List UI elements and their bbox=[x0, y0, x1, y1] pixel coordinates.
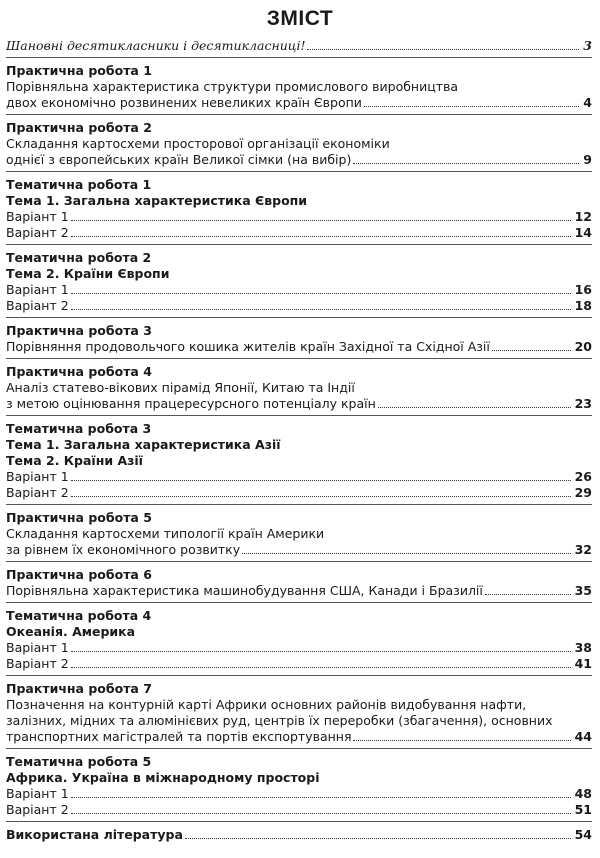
toc-description-line: Порівняльна характеристика структури промислового виробництва bbox=[6, 79, 459, 94]
toc-entry-title: Варіант 1 bbox=[6, 282, 69, 297]
dot-leader bbox=[71, 469, 571, 481]
toc-page-number: 35 bbox=[574, 583, 592, 598]
toc-page-number: 4 bbox=[583, 95, 592, 110]
toc-section bbox=[6, 510, 592, 562]
toc-page-number: 23 bbox=[574, 396, 592, 411]
toc-subheading: Тема 1. Загальна характеристика Азії bbox=[6, 437, 281, 452]
toc-entry-title: транспортних магістралей та портів експортування bbox=[6, 729, 352, 744]
toc-section-heading: Практична робота 1 bbox=[6, 63, 152, 78]
toc-page-number: 54 bbox=[574, 827, 592, 842]
toc-subheading: Тема 2. Країни Азії bbox=[6, 453, 143, 468]
toc-page-number: 3 bbox=[583, 38, 592, 53]
dot-leader bbox=[492, 339, 571, 351]
toc-entry-title: Порівняльна характеристика машинобудування США, Канади і Бразилії bbox=[6, 583, 483, 598]
dot-leader bbox=[71, 209, 571, 221]
toc-page-number: 48 bbox=[574, 786, 592, 801]
toc-section-heading: Практична робота 6 bbox=[6, 567, 152, 582]
toc-page-number: 38 bbox=[574, 640, 592, 655]
toc-section-heading: Практична робота 7 bbox=[6, 681, 152, 696]
toc-page-number: 16 bbox=[574, 282, 592, 297]
dot-leader bbox=[485, 583, 571, 595]
toc-entry-title: Варіант 2 bbox=[6, 656, 69, 671]
toc-description-line: залізних, мідних та алюмінієвих руд, центрів їх переробки (збагачення), основних bbox=[6, 713, 553, 728]
toc-page-number: 20 bbox=[574, 339, 592, 354]
toc-page-number: 29 bbox=[574, 485, 592, 500]
toc-section bbox=[6, 250, 592, 318]
toc-entry[interactable] bbox=[6, 95, 592, 111]
toc-entry-title: Варіант 2 bbox=[6, 225, 69, 240]
toc-entry[interactable] bbox=[6, 282, 592, 298]
toc-entry-title: Варіант 2 bbox=[6, 298, 69, 313]
toc-entry-title: з метою оцінювання працересурсного потенціалу країн bbox=[6, 396, 376, 411]
toc-entry[interactable] bbox=[6, 469, 592, 485]
dot-leader bbox=[71, 786, 571, 798]
dot-leader bbox=[378, 396, 571, 408]
toc-section-heading: Практична робота 2 bbox=[6, 120, 152, 135]
dot-leader bbox=[71, 282, 571, 294]
dot-leader bbox=[364, 95, 579, 107]
toc-section-heading: Тематична робота 3 bbox=[6, 421, 152, 436]
toc-entry[interactable] bbox=[6, 802, 592, 818]
toc-section-heading: Тематична робота 2 bbox=[6, 250, 152, 265]
toc-entry[interactable] bbox=[6, 542, 592, 558]
toc-entry-title: однієї з європейських країн Великої сімки (на вибір) bbox=[6, 152, 352, 167]
toc-section bbox=[6, 323, 592, 359]
toc-section bbox=[6, 177, 592, 245]
toc-section bbox=[6, 364, 592, 416]
toc-entry[interactable] bbox=[6, 225, 592, 241]
dot-leader bbox=[242, 542, 570, 554]
toc-entry[interactable] bbox=[6, 209, 592, 225]
toc-entry[interactable] bbox=[6, 583, 592, 599]
dot-leader bbox=[307, 38, 579, 50]
toc-page-number: 14 bbox=[574, 225, 592, 240]
toc-section bbox=[6, 681, 592, 749]
dot-leader bbox=[71, 802, 571, 814]
toc-section-heading: Тематична робота 5 bbox=[6, 754, 152, 769]
toc-section-heading: Практична робота 4 bbox=[6, 364, 152, 379]
dot-leader bbox=[71, 640, 571, 652]
toc-entry-title: Використана література bbox=[6, 827, 183, 842]
toc-entry-title: Варіант 1 bbox=[6, 786, 69, 801]
toc-entry-title: Варіант 1 bbox=[6, 469, 69, 484]
toc-entry-title: Варіант 1 bbox=[6, 640, 69, 655]
toc-page-number: 51 bbox=[574, 802, 592, 817]
toc-page-number: 44 bbox=[574, 729, 592, 744]
toc-entry-title: Варіант 1 bbox=[6, 209, 69, 224]
toc-entry-title: Порівняння продовольчого кошика жителів країн Західної та Східної Азії bbox=[6, 339, 490, 354]
toc-section-heading: Практична робота 3 bbox=[6, 323, 152, 338]
toc-section bbox=[6, 567, 592, 603]
toc-entry[interactable] bbox=[6, 485, 592, 501]
toc-description-line: Складання картосхеми типології країн Америки bbox=[6, 526, 325, 541]
toc-subheading: Тема 1. Загальна характеристика Європи bbox=[6, 193, 308, 208]
toc-section bbox=[6, 827, 592, 846]
toc-section-heading: Тематична робота 4 bbox=[6, 608, 152, 623]
toc-section bbox=[6, 608, 592, 676]
toc-entry[interactable] bbox=[6, 656, 592, 672]
toc-entry[interactable] bbox=[6, 729, 592, 745]
toc-page-number: 12 bbox=[574, 209, 592, 224]
toc-description-line: Позначення на контурній карті Африки основних районів видобування нафти, bbox=[6, 697, 527, 712]
dot-leader bbox=[71, 485, 571, 497]
toc-entry[interactable] bbox=[6, 786, 592, 802]
toc-entry[interactable] bbox=[6, 152, 592, 168]
toc-subheading: Тема 2. Країни Європи bbox=[6, 266, 170, 281]
dot-leader bbox=[353, 152, 579, 164]
toc-description-line: Аналіз статево-вікових пірамід Японії, Китаю та Індії bbox=[6, 380, 355, 395]
toc-entry-title: Шановні десятикласники і десятикласниці! bbox=[6, 38, 306, 53]
toc-page-number: 9 bbox=[583, 152, 592, 167]
toc-entry[interactable] bbox=[6, 38, 592, 54]
toc-section bbox=[6, 38, 592, 58]
toc-page-number: 26 bbox=[574, 469, 592, 484]
toc-section bbox=[6, 63, 592, 115]
toc-entry[interactable] bbox=[6, 396, 592, 412]
toc-entry-title: двох економічно розвинених невеликих країн Європи bbox=[6, 95, 362, 110]
dot-leader bbox=[71, 298, 571, 310]
toc-entry[interactable] bbox=[6, 827, 592, 843]
toc-description-line: Складання картосхеми просторової організації економіки bbox=[6, 136, 390, 151]
page-title: ЗМІСТ bbox=[266, 7, 334, 30]
toc-section bbox=[6, 120, 592, 172]
dot-leader bbox=[71, 656, 571, 668]
toc-entry-title: Варіант 2 bbox=[6, 802, 69, 817]
dot-leader bbox=[71, 225, 571, 237]
toc-entry-title: Варіант 2 bbox=[6, 485, 69, 500]
toc-page-number: 18 bbox=[574, 298, 592, 313]
dot-leader bbox=[353, 729, 570, 741]
toc-page-number: 32 bbox=[574, 542, 592, 557]
toc-subheading: Океанія. Америка bbox=[6, 624, 136, 639]
toc-section bbox=[6, 421, 592, 505]
toc-page-number: 41 bbox=[574, 656, 592, 671]
toc-section-heading: Тематична робота 1 bbox=[6, 177, 152, 192]
toc-subheading: Африка. Україна в міжнародному просторі bbox=[6, 770, 320, 785]
toc-section-heading: Практична робота 5 bbox=[6, 510, 152, 525]
toc-entry-title: за рівнем їх економічного розвитку bbox=[6, 542, 241, 557]
toc-entry[interactable] bbox=[6, 640, 592, 656]
toc-section bbox=[6, 754, 592, 822]
dot-leader bbox=[185, 827, 571, 839]
toc-entry[interactable] bbox=[6, 298, 592, 314]
table-of-contents bbox=[6, 38, 592, 851]
toc-entry[interactable] bbox=[6, 339, 592, 355]
